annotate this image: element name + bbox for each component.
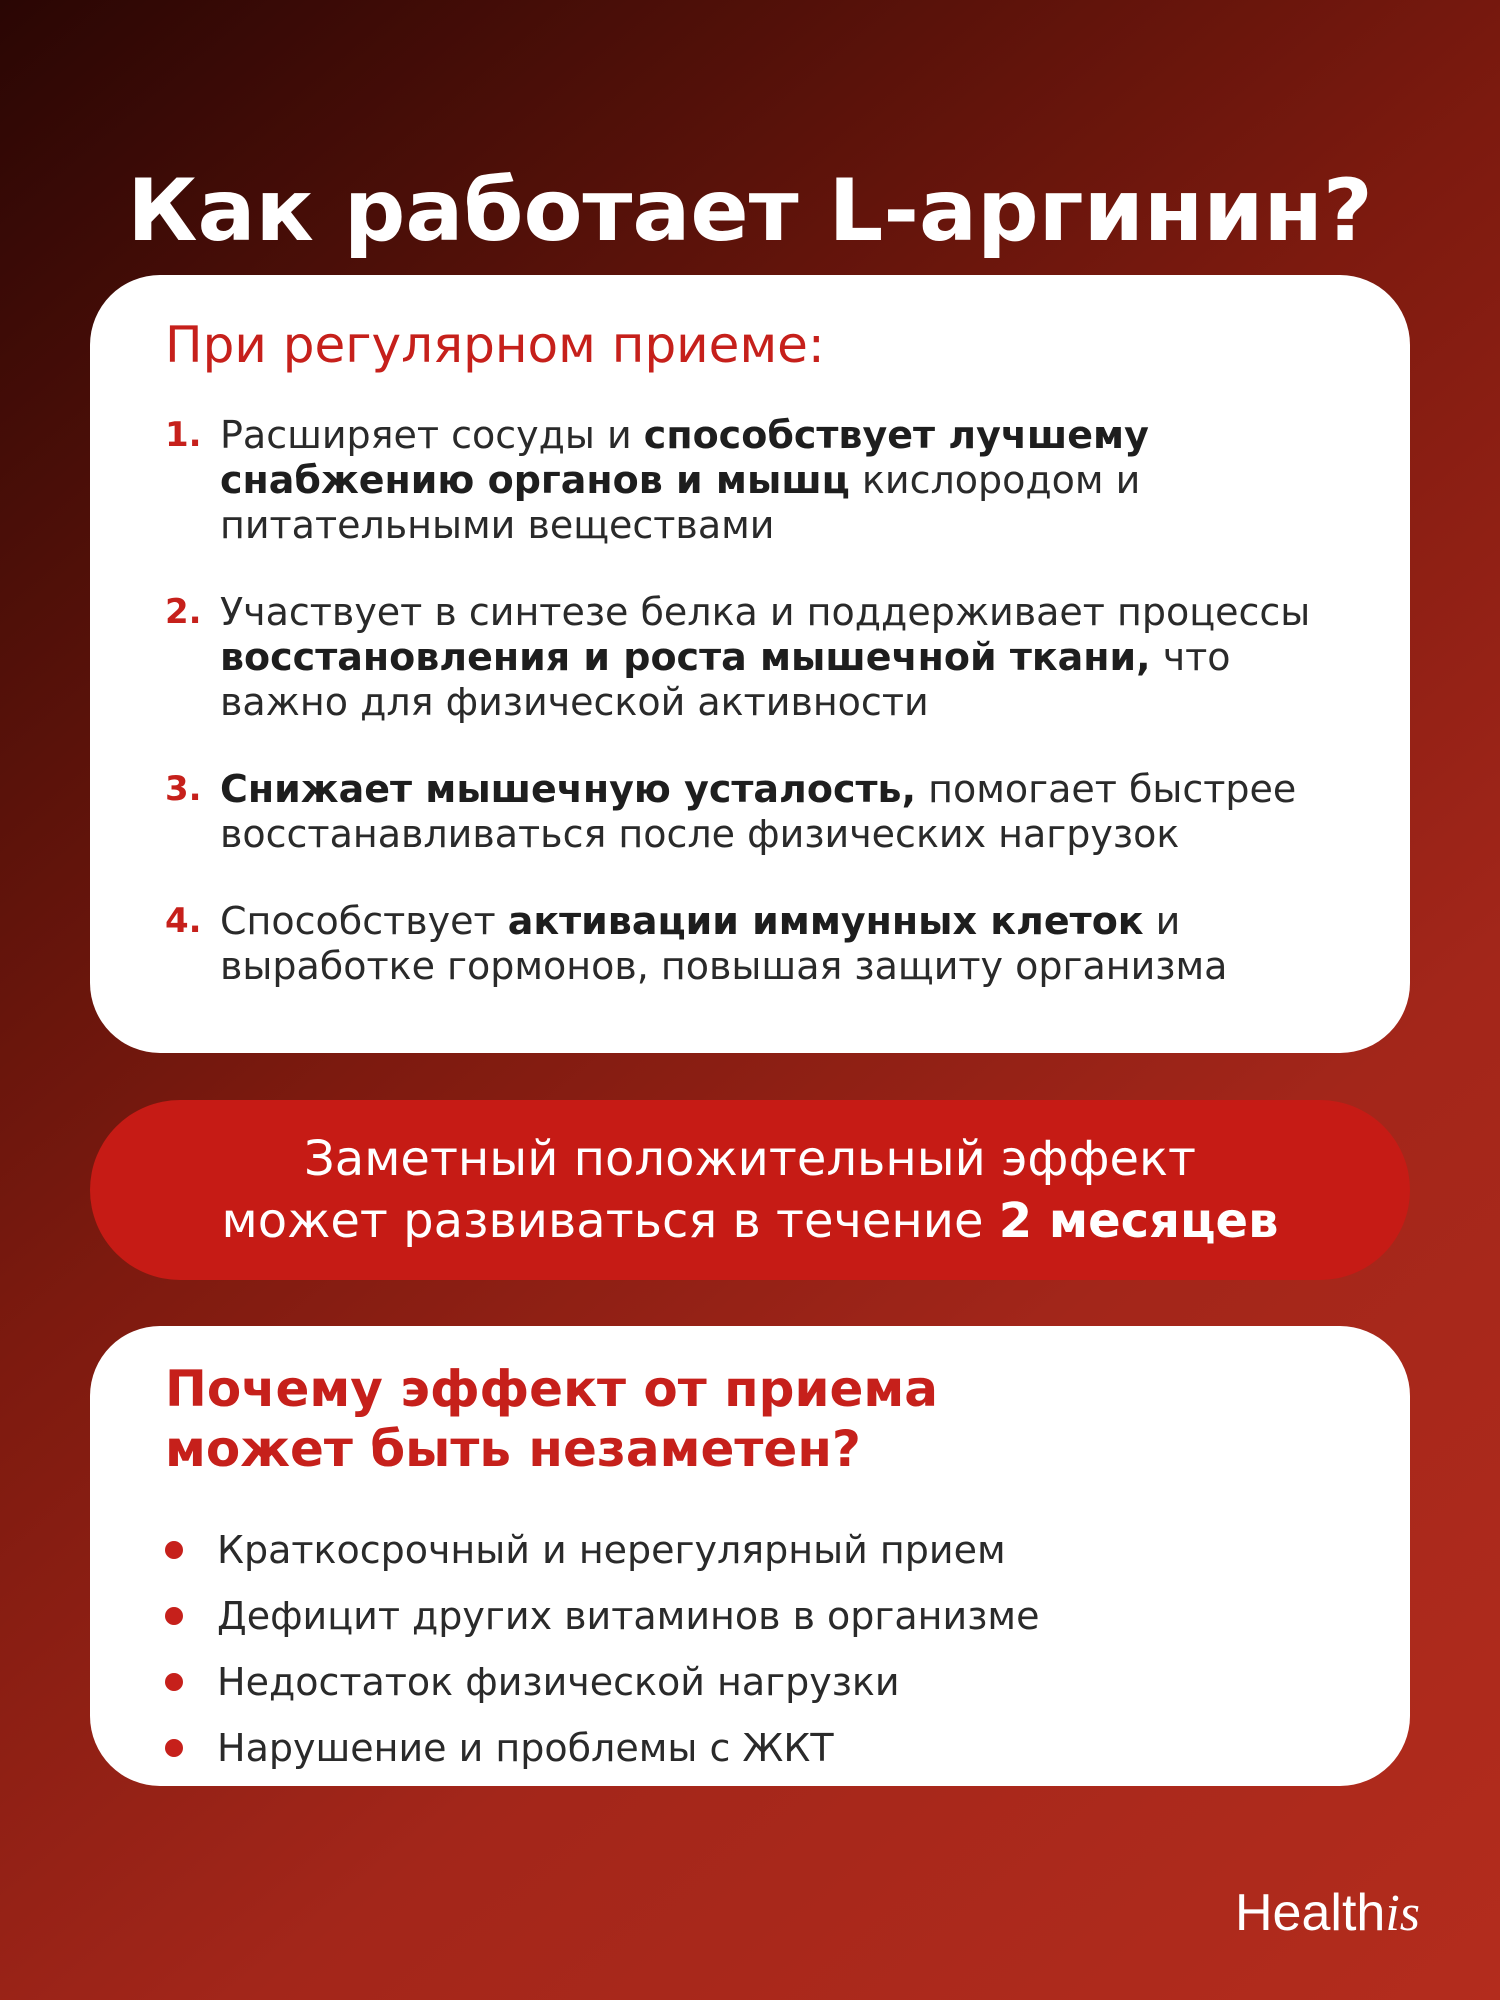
bullet-dot-icon (165, 1541, 183, 1559)
item-text-regular: Способствует (220, 899, 508, 943)
bullet-dot-icon (165, 1607, 183, 1625)
reason-text: Нарушение и проблемы с ЖКТ (217, 1726, 834, 1770)
item-text-regular: кислородом и питательными веществами (220, 458, 1141, 547)
item-text-bold: активации иммунных клеток (507, 899, 1144, 943)
item-text-regular: что важно для физической активности (220, 635, 1231, 724)
bullet-dot-icon (165, 1739, 183, 1757)
regular-intake-card (90, 275, 1410, 1053)
heading-line-1: Почему эффект от приема (165, 1360, 939, 1418)
item-text-bold: восстановления и роста мышечной ткани, (220, 635, 1151, 679)
list-item (165, 767, 1355, 857)
item-text-regular: Расширяет сосуды и (220, 413, 644, 457)
effect-line-2 (90, 1190, 1410, 1252)
why-no-effect-card (90, 1326, 1410, 1786)
item-text (220, 767, 1355, 857)
list-item (165, 1649, 1355, 1715)
item-text-regular: Участвует в синтезе белка и поддерживает процессы (220, 590, 1311, 634)
reasons-list (165, 1517, 1355, 1781)
bullet-dot-icon (165, 1673, 183, 1691)
effect-line-1: Заметный положительный эффект (304, 1131, 1196, 1187)
effect-line-2-regular: может развиваться в течение (221, 1193, 999, 1249)
item-text (220, 590, 1355, 725)
list-item (165, 590, 1355, 725)
item-text-bold: Снижает мышечную усталость, (220, 767, 917, 811)
effect-banner (90, 1100, 1410, 1280)
logo-main-text: Health (1235, 1884, 1386, 1942)
item-number: 4. (165, 901, 202, 941)
list-item (165, 1715, 1355, 1781)
why-no-effect-heading (165, 1359, 1355, 1479)
list-item (165, 1583, 1355, 1649)
heading-line-2: может быть незаметен? (165, 1420, 861, 1478)
brand-logo (1235, 1883, 1420, 1944)
reason-text: Дефицит других витаминов в организме (217, 1594, 1040, 1638)
item-text (220, 899, 1355, 989)
logo-italic-text: is (1385, 1885, 1420, 1942)
list-item (165, 1517, 1355, 1583)
item-number: 1. (165, 415, 202, 455)
item-number: 2. (165, 592, 202, 632)
reason-text: Недостаток физической нагрузки (217, 1660, 900, 1704)
reason-text: Краткосрочный и нерегулярный прием (217, 1528, 1006, 1572)
title-part-bold: L-аргинин? (828, 160, 1373, 261)
item-text (220, 413, 1355, 548)
item-number: 3. (165, 769, 202, 809)
list-item (165, 899, 1355, 989)
benefits-list (165, 413, 1355, 989)
title-part-regular: Как работает (127, 160, 829, 261)
page-title (0, 156, 1500, 266)
list-item (165, 413, 1355, 548)
item-text-regular: помогает быстрее восстанавливаться после физических нагрузок (220, 767, 1297, 856)
item-text-bold: способствует лучшему снабжению органов и мышц (220, 413, 1149, 502)
regular-intake-heading: При регулярном приеме: (165, 316, 825, 374)
item-text-regular: и выработке гормонов, повышая защиту организма (220, 899, 1228, 988)
effect-duration: 2 месяцев (998, 1193, 1279, 1249)
